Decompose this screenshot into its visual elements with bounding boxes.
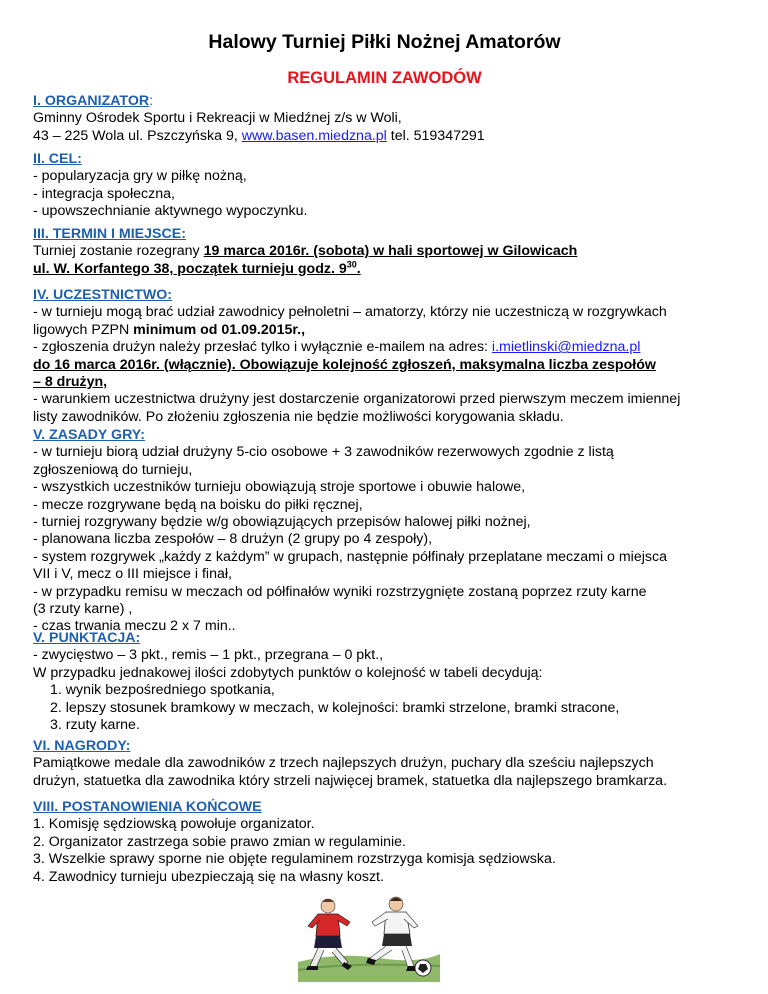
list-item: zgłoszeniową do turnieju, bbox=[33, 461, 193, 478]
list-item: - planowana liczba zespołów – 8 drużyn (2 grupy po 4 zespoły), bbox=[33, 531, 433, 548]
text-line: - warunkiem uczestnictwa drużyny jest dostarczenie organizatorowi przed pierwszym meczem imiennej bbox=[33, 391, 681, 408]
text-line: listy zawodników. Po złożeniu zgłoszenia nie będzie możliwości korygowania składu. bbox=[33, 408, 564, 425]
section-heading: I. ORGANIZATOR bbox=[33, 93, 150, 109]
text-line bbox=[33, 261, 748, 278]
section-heading: VIII. POSTANOWIENIA KOŃCOWE bbox=[33, 799, 262, 815]
text-line: Pamiątkowe medale dla zawodników z trzech najlepszych drużyn, puchary dla sześciu najlepszych bbox=[33, 755, 654, 772]
text-line bbox=[33, 339, 748, 356]
section-scoring bbox=[33, 630, 748, 734]
text-span: minimum od 01.09.2015r., bbox=[133, 321, 306, 338]
text-span: tel. 519347291 bbox=[386, 127, 485, 144]
text-line: drużyn, statuetka dla zawodnika który strzeli najwięcej bramek, statuetka dla najlepszego bramkarza. bbox=[33, 772, 668, 789]
text-line: - w turnieju mogą brać udział zawodnicy pełnoletni – amatorzy, którzy nie uczestniczą w rozgrywkach bbox=[33, 304, 667, 321]
date-venue: 19 marca 2016r. (sobota) w hali sportowej w Gilowicach bbox=[203, 243, 578, 260]
list-item: - w turnieju biorą udział drużyny 5-cio osobowe + 3 zawodników rezerwowych zgodnie z listą bbox=[33, 444, 614, 461]
section-heading: V. ZASADY GRY: bbox=[33, 427, 145, 443]
text-span: . bbox=[356, 260, 361, 277]
text-span: ul. W. Korfantego 38, początek turnieju godz. 9 bbox=[33, 260, 347, 277]
list-item: 4. Zawodnicy turnieju ubezpieczają się na własny koszt. bbox=[33, 868, 384, 885]
list-item: - wszystkich uczestników turnieju obowiązują stroje sportowe i obuwie halowe, bbox=[33, 479, 526, 496]
section-heading: IV. UCZESTNICTWO: bbox=[33, 287, 172, 303]
list-item: - mecze rozgrywane będą na boisku do piłki ręcznej, bbox=[33, 496, 363, 513]
list-item: - integracja społeczna, bbox=[33, 185, 175, 202]
section-heading: II. CEL: bbox=[33, 151, 82, 167]
list-item: - system rozgrywek „każdy z każdym” w grupach, następnie półfinały przeplatane meczami o miejsca bbox=[33, 548, 667, 565]
text-span: 43 – 225 Wola ul. Pszczyńska 9, bbox=[33, 127, 242, 144]
text-line: Gminny Ośrodek Sportu i Rekreacji w Miedźnej z/s w Woli, bbox=[33, 110, 402, 127]
text-line: - zwycięstwo – 3 pkt., remis – 1 pkt., przegrana – 0 pkt., bbox=[33, 647, 384, 664]
text-span: - zgłoszenia drużyn należy przesłać tylko i wyłącznie e-mailem na adres: bbox=[33, 339, 492, 356]
text-line bbox=[33, 128, 748, 145]
text-line: W przypadku jednakowej ilości zdobytych punktów o kolejność w tabeli decydują: bbox=[33, 664, 543, 681]
text-line bbox=[33, 322, 748, 339]
section-final-provisions bbox=[33, 799, 748, 886]
text-line: do 16 marca 2016r. (włącznie). Obowiązuje kolejność zgłoszeń, maksymalna liczba zespołów bbox=[33, 356, 656, 373]
text-span: ligowych PZPN bbox=[33, 321, 134, 338]
section-organizer bbox=[33, 93, 748, 145]
email-link[interactable]: i.mietlinski@miedzna.pl bbox=[491, 339, 641, 356]
numbered-item: 2. lepszy stosunek bramkowy w meczach, w kolejności: bramki strzelone, bramki stracone, bbox=[50, 699, 620, 716]
numbered-item: 1. wynik bezpośredniego spotkania, bbox=[50, 682, 275, 699]
list-item: 3. Wszelkie sprawy sporne nie objęte regulaminem rozstrzyga komisja sędziowska. bbox=[33, 851, 556, 868]
document-subtitle: REGULAMIN ZAWODÓW bbox=[287, 69, 482, 87]
list-item: 1. Komisję sędziowską powołuje organizator. bbox=[33, 816, 315, 833]
numbered-item: 3. rzuty karne. bbox=[50, 717, 140, 734]
list-item: 2. Organizator zastrzega sobie prawo zmian w regulaminie. bbox=[33, 833, 406, 850]
section-heading: VI. NAGRODY: bbox=[33, 738, 131, 754]
football-players-illustration bbox=[298, 892, 440, 982]
section-rules bbox=[33, 427, 748, 636]
document-title: Halowy Turniej Piłki Nożnej Amatorów bbox=[208, 31, 561, 53]
list-item: - w przypadku remisu w meczach od półfinałów wyniki rozstrzygnięte zostaną poprzez rzuty karne bbox=[33, 583, 647, 600]
list-item: - upowszechnianie aktywnego wypoczynku. bbox=[33, 203, 308, 220]
list-item: - turniej rozgrywany będzie w/g obowiązujących przepisów halowej piłki nożnej, bbox=[33, 514, 531, 531]
section-date-place bbox=[33, 226, 748, 278]
section-heading: V. PUNKTACJA: bbox=[33, 630, 141, 646]
section-prizes bbox=[33, 738, 748, 790]
section-participation bbox=[33, 287, 748, 426]
list-item: - popularyzacja gry w piłkę nożną, bbox=[33, 168, 247, 185]
list-item: - czas trwania meczu 2 x 7 min.. bbox=[33, 618, 236, 635]
section-goal bbox=[33, 151, 748, 221]
list-item: (3 rzuty karne) , bbox=[33, 601, 133, 618]
list-item: VII i V, mecz o III miejsce i finał, bbox=[33, 566, 232, 583]
heading-colon: : bbox=[149, 93, 154, 109]
text-line: – 8 drużyn, bbox=[33, 374, 108, 391]
website-link[interactable]: www.basen.miedzna.pl bbox=[241, 127, 387, 144]
time-superscript: 30 bbox=[346, 259, 357, 270]
text-line bbox=[33, 243, 748, 260]
section-heading: III. TERMIN I MIEJSCE: bbox=[33, 226, 186, 242]
text-span: Turniej zostanie rozegrany bbox=[33, 243, 204, 260]
